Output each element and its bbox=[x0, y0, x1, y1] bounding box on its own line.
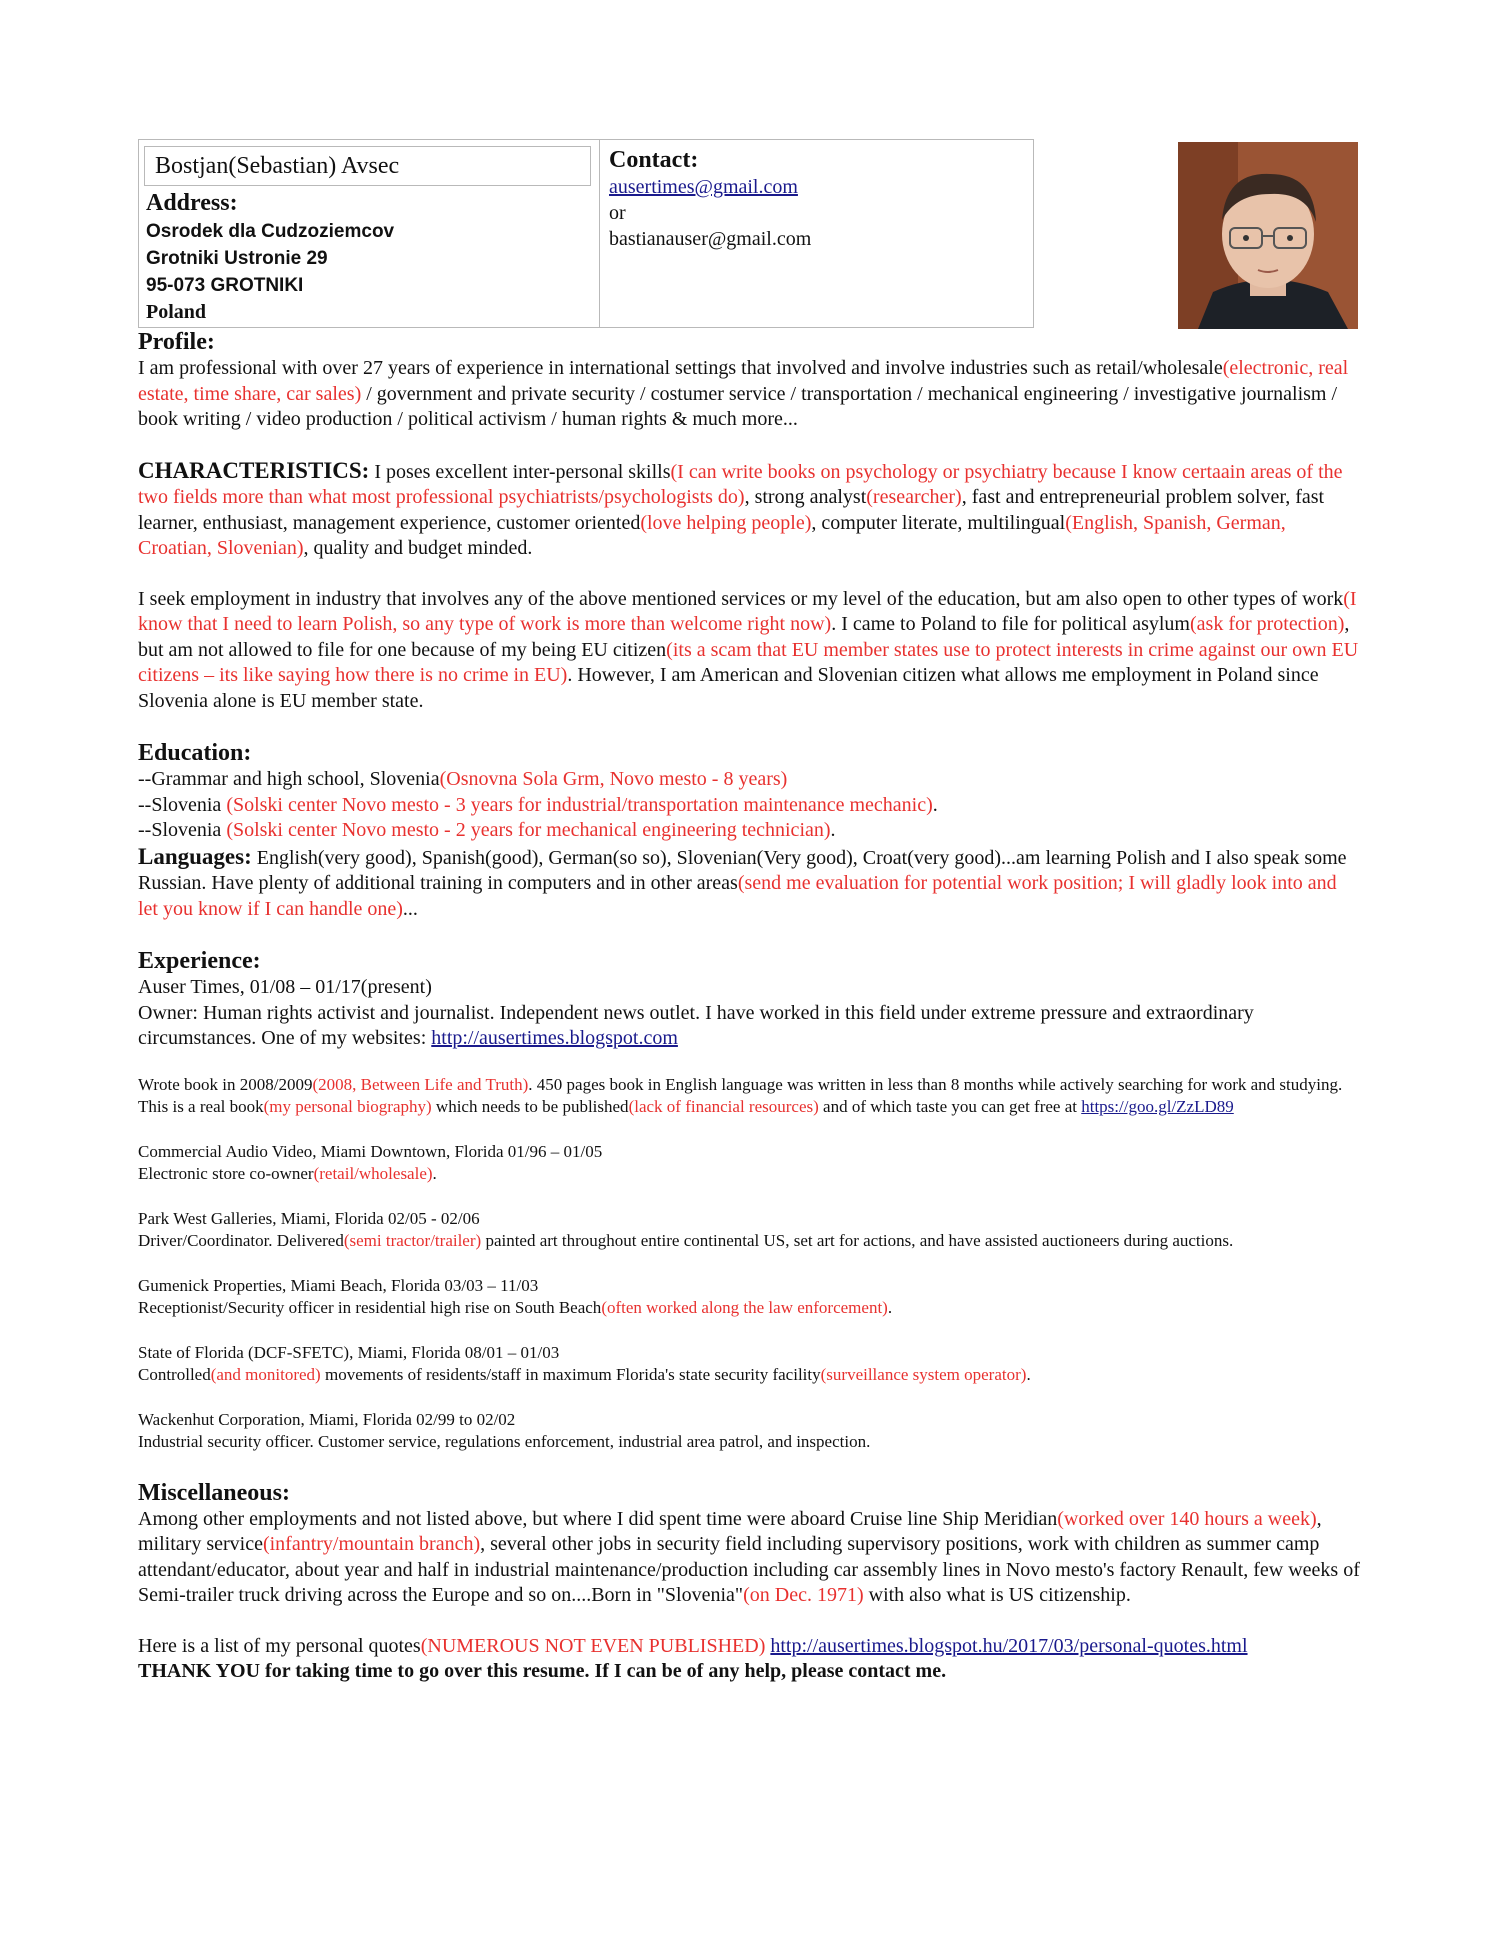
job-heading: Gumenick Properties, Miami Beach, Florida 03/03 – 11/03 bbox=[138, 1275, 539, 1295]
resume-body bbox=[138, 328, 1360, 1685]
address-title: Address: bbox=[146, 190, 238, 216]
job-heading: Wackenhut Corporation, Miami, Florida 02/99 to 02/02 bbox=[138, 1409, 516, 1429]
job-desc: Driver/Coordinator. Delivered(semi tractor/trailer) painted art throughout entire continental US, set art for actions, and have assisted auctioneers during auctions. bbox=[138, 1231, 1234, 1250]
education-item: --Slovenia (Solski center Novo mesto - 3 years for industrial/transportation maintenance mechanic). bbox=[138, 793, 938, 816]
characteristics-text: CHARACTERISTICS: I poses excellent inter-personal skills(I can write books on psychology or psychiatry because I know certaain areas of the two fields more than what most professional psychiatrists/psychologists do), strong analyst(researcher), fast and entrepreneurial problem solver, fast learner, enthusiast, management experience, customer oriented(love helping people), computer literate, multilingual(English, Spanish, German, Croatian, Slovenian), quality and budget minded. bbox=[138, 457, 1343, 559]
job-entry bbox=[138, 1141, 1360, 1186]
job-entry bbox=[138, 1409, 1360, 1454]
contact-or: or bbox=[609, 202, 626, 224]
job-desc: Industrial security officer. Customer service, regulations enforcement, industrial area patrol, and inspection. bbox=[138, 1432, 871, 1451]
profile-heading: Profile: bbox=[138, 329, 215, 355]
address-line: Osrodek dla Cudzoziemcov bbox=[146, 221, 395, 242]
misc-heading: Miscellaneous: bbox=[138, 1479, 290, 1506]
job-heading: Commercial Audio Video, Miami Downtown, Florida 01/96 – 01/05 bbox=[138, 1141, 603, 1161]
languages-text: Languages: English(very good), Spanish(good), German(so so), Slovenian(Very good), Croat(very good)...am learning Polish and I also speak some Russian. Have plenty of additional training in computers and in other areas(send me evaluation for potential work position; I will gladly look into and let you know if I can handle one)... bbox=[138, 843, 1347, 920]
misc-text: Among other employments and not listed above, but where I did spent time were aboard Cruise line Ship Meridian(worked over 140 hours a week), military service(infantry/mountain branch), several other jobs in security field including supervisory positions, work with children as summer camp attendant/educator, about year and half in industrial maintenance/production including car assembly lines in Novo mesto's factory Renault, few weeks of Semi-trailer truck driving across the Europe and so on....Born in "Slovenia"(on Dec. 1971) with also what is US citizenship. bbox=[138, 1507, 1360, 1606]
job-entry bbox=[138, 1208, 1360, 1253]
job-heading: State of Florida (DCF-SFETC), Miami, Florida 08/01 – 01/03 bbox=[138, 1342, 560, 1362]
job-entry bbox=[138, 1275, 1360, 1320]
address-line: 95-073 GROTNIKI bbox=[146, 275, 304, 296]
job-desc: Receptionist/Security officer in residential high rise on South Beach(often worked along the law enforcement). bbox=[138, 1298, 893, 1317]
job-desc: Controlled(and monitored) movements of residents/staff in maximum Florida's state security facility(surveillance system operator). bbox=[138, 1365, 1031, 1384]
book-link[interactable]: https://goo.gl/ZzLD89 bbox=[1081, 1097, 1234, 1116]
characteristics-heading: CHARACTERISTICS: bbox=[138, 457, 370, 483]
person-photo-icon bbox=[1178, 142, 1358, 329]
person-photo bbox=[1178, 142, 1358, 329]
quotes-link[interactable]: http://ausertimes.blogspot.hu/2017/03/personal-quotes.html bbox=[770, 1634, 1248, 1657]
job-entry bbox=[138, 1342, 1360, 1387]
header-left-cell bbox=[139, 140, 600, 327]
header-table bbox=[138, 139, 1034, 328]
languages-heading: Languages: bbox=[138, 843, 252, 869]
contact-block bbox=[609, 146, 811, 252]
quotes-text: Here is a list of my personal quotes(NUMEROUS NOT EVEN PUBLISHED) http://ausertimes.blogspot.hu/2017/03/personal-quotes.html bbox=[138, 1634, 1248, 1657]
education-item: --Grammar and high school, Slovenia(Osnovna Sola Grm, Novo mesto - 8 years) bbox=[138, 768, 788, 790]
experience-auser-title: Auser Times, 01/08 – 01/17(present) bbox=[138, 976, 432, 998]
contact-title: Contact: bbox=[609, 147, 699, 173]
job-desc: Electronic store co-owner(retail/wholesale). bbox=[138, 1164, 437, 1183]
address-line: Poland bbox=[146, 301, 207, 323]
profile-text: I am professional with over 27 years of experience in international settings that involved and involve industries such as retail/wholesale(electronic, real estate, time share, car sales) / government and private security / costumer service / transportation / mechanical engineering / investigative journalism / book writing / video production / political activism / human rights & much more... bbox=[138, 357, 1349, 430]
experience-auser-desc: Owner: Human rights activist and journalist. Independent news outlet. I have worked in this field under extreme pressure and extraordinary circumstances. One of my websites: http://ausertimes.blogspot.com bbox=[138, 1001, 1254, 1049]
applicant-name: Bostjan(Sebastian) Avsec bbox=[144, 146, 591, 186]
employment-text: I seek employment in industry that involves any of the above mentioned services or my level of the education, but am also open to other types of work(I know that I need to learn Polish, so any type of work is more than welcome right now). I came to Poland to file for political asylum(ask for protection), but am not allowed to file for one because of my being EU citizen(its a scam that EU member states use to protect interests in crime against our own EU citizens – its like saying how there is no crime in EU). However, I am American and Slovenian citizen what allows me employment in Poland since Slovenia alone is EU member state. bbox=[138, 587, 1359, 712]
address-line: Grotniki Ustronie 29 bbox=[146, 248, 328, 269]
ausertimes-link[interactable]: http://ausertimes.blogspot.com bbox=[431, 1027, 678, 1049]
email-primary-link[interactable]: ausertimes@gmail.com bbox=[609, 176, 798, 198]
address-block bbox=[146, 188, 394, 326]
education-item: --Slovenia (Solski center Novo mesto - 2 years for mechanical engineering technician). bbox=[138, 819, 836, 841]
thank-you-text: THANK YOU for taking time to go over this resume. If I can be of any help, please contact me. bbox=[138, 1660, 947, 1682]
job-heading: Park West Galleries, Miami, Florida 02/05 - 02/06 bbox=[138, 1208, 480, 1228]
experience-heading: Experience: bbox=[138, 948, 261, 974]
email-secondary: bastianauser@gmail.com bbox=[609, 228, 812, 250]
education-heading: Education: bbox=[138, 740, 252, 766]
experience-book: Wrote book in 2008/2009(2008, Between Life and Truth). 450 pages book in English language was written in less than 8 months while actively searching for work and studying. This is a real book(my personal biography) which needs to be published(lack of financial resources) and of which taste you can get free at https://goo.gl/ZzLD89 bbox=[138, 1074, 1343, 1116]
